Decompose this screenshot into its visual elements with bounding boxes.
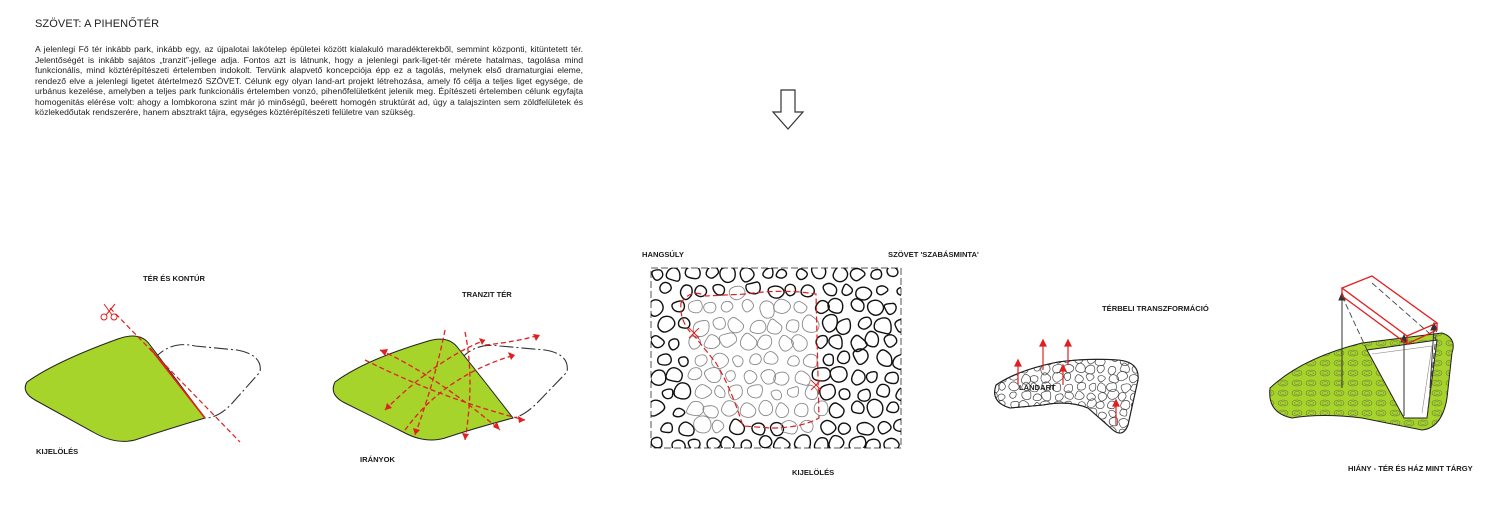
pattern-cell xyxy=(1065,419,1072,426)
down-arrow-outline-icon xyxy=(770,88,806,132)
pattern-cell xyxy=(1098,426,1109,436)
pattern-cell xyxy=(1144,410,1152,417)
diagram-ter-es-kontur xyxy=(15,300,280,450)
pattern-cell xyxy=(1054,420,1062,428)
pattern-cell xyxy=(1052,428,1063,439)
diagram-caption-hiany: HIÁNY - TÉR ÉS HÁZ MINT TÁRGY xyxy=(1348,464,1473,473)
pattern-cell xyxy=(1078,411,1086,418)
pattern-cell xyxy=(1010,366,1017,374)
diagram-caption-kijeloles-2: KIJELÖLÉS xyxy=(792,468,835,477)
pattern-cell xyxy=(1022,358,1029,364)
pattern-cell xyxy=(1010,427,1018,436)
pattern-cell xyxy=(1084,426,1093,434)
diagram-caption-iranyok: IRÁNYOK xyxy=(360,455,396,464)
pattern-cell xyxy=(1043,419,1052,429)
pattern-cell xyxy=(1000,426,1009,435)
diagram-label-szovet-szabasminta: SZÖVET 'SZABÁSMINTA' xyxy=(888,250,979,259)
pattern-cell xyxy=(1011,408,1020,416)
pattern-cell xyxy=(1144,419,1151,425)
pattern-cell xyxy=(1077,420,1086,429)
pattern-cell xyxy=(1131,427,1141,437)
green-area xyxy=(25,336,205,441)
pattern-cell xyxy=(999,419,1006,426)
pattern-cell xyxy=(1020,411,1028,418)
pattern-cell xyxy=(1140,427,1148,434)
pattern-cell xyxy=(1073,427,1084,436)
diagram-terbeli-transzformacio xyxy=(988,330,1148,440)
diagram-title-terbeli-transzformacio: TÉRBELI TRANSZFORMÁCIÓ xyxy=(1102,304,1209,313)
pattern-cell xyxy=(1130,411,1140,420)
pattern-cell xyxy=(987,354,997,364)
pattern-cell xyxy=(1132,355,1141,364)
pattern-cell xyxy=(987,399,998,409)
pattern-cell xyxy=(986,411,995,419)
diagram-title-ter-es-kontur: TÉR ÉS KONTÚR xyxy=(143,274,206,283)
pattern-cell xyxy=(1043,412,1051,419)
page-title: SZÖVET: A PIHENŐTÉR xyxy=(35,18,160,30)
scissors-icon xyxy=(101,304,117,320)
diagram-caption-kijeloles-1: KIJELÖLÉS xyxy=(36,447,79,456)
pattern-cell xyxy=(989,373,998,382)
pattern-cell xyxy=(1019,420,1030,429)
diagram-hiany-ter-es-haz xyxy=(1262,268,1462,453)
green-area xyxy=(333,339,513,440)
pattern-cell xyxy=(1040,428,1050,437)
diagram-tranzit-ter xyxy=(325,320,590,450)
pattern-cell xyxy=(987,426,995,436)
pattern-cell xyxy=(1034,409,1041,417)
pattern-cell xyxy=(1141,401,1149,409)
pattern-cell xyxy=(999,411,1008,419)
diagram-szovet-pattern xyxy=(651,268,901,448)
description-paragraph: A jelenlegi Fő tér inkább park, inkább egy, az újpalotai lakótelep épületei között kialakuló maradékterekből, semmint központi, kitüntetett tér. Jelentőségét is inkább sajátos „tranzit”-jellege adja. Fontos azt is látnunk, hogy a jelenlegi park-liget-tér mérete hatalmas, tagolása mind funkcionális, mind köztérépítészeti értelemben indokolt. Tervünk alapvető koncepciója épp ez a tagolás, melynek első dramaturgiai eleme, rendező elve a jelenlegi ligetet átértelmező SZÖVET. Célunk egy olyan land-art projekt létrehozása, amely fő célja a teljes liget egysége, de urbánus kezelése, amelyben a teljes park funkcionális értelemben vonzó, pihenőfelületként jelenik meg. Építészeti értelemben célunk egyfajta homogenitás elérése volt: ahogy a lombkorona szint már jó minőségű, beérett homogén struktúrát ad, úgy a talajszinten sem zöldfelületek és közlekedőutak rendszerére, hanem absztrakt tájra, egységes köztérépítészeti felületre van szükség. xyxy=(35,44,583,117)
pattern-cell xyxy=(1032,427,1039,434)
pattern-cell xyxy=(1018,428,1028,438)
diagram-label-hangsuly: HANGSÚLY xyxy=(642,250,684,259)
pattern-cell xyxy=(1132,419,1139,425)
pattern-cell xyxy=(1010,418,1020,427)
pattern-cell xyxy=(1143,363,1152,372)
pattern-cell xyxy=(999,365,1010,374)
pattern-cell xyxy=(1089,419,1097,428)
pattern-cell xyxy=(990,420,998,429)
lifted-box xyxy=(1342,276,1437,344)
diagram-title-tranzit-ter: TRANZIT TÉR xyxy=(462,290,512,299)
pattern-cell xyxy=(1141,392,1149,400)
pattern-cell xyxy=(997,356,1008,366)
pattern-cell xyxy=(1140,381,1149,389)
pattern-cell xyxy=(986,363,996,373)
pattern-cell xyxy=(1096,420,1105,427)
pattern-cell xyxy=(1032,356,1040,365)
pattern-cell xyxy=(1008,358,1016,365)
pattern-cell xyxy=(1141,375,1149,382)
pattern-cell xyxy=(1033,418,1040,425)
pattern-cell xyxy=(1142,358,1149,364)
pattern-cell xyxy=(1064,408,1074,417)
pattern-cell xyxy=(1054,410,1062,418)
pattern-cell xyxy=(1065,429,1073,437)
diagram-label-landart: LANDART xyxy=(1019,383,1056,392)
